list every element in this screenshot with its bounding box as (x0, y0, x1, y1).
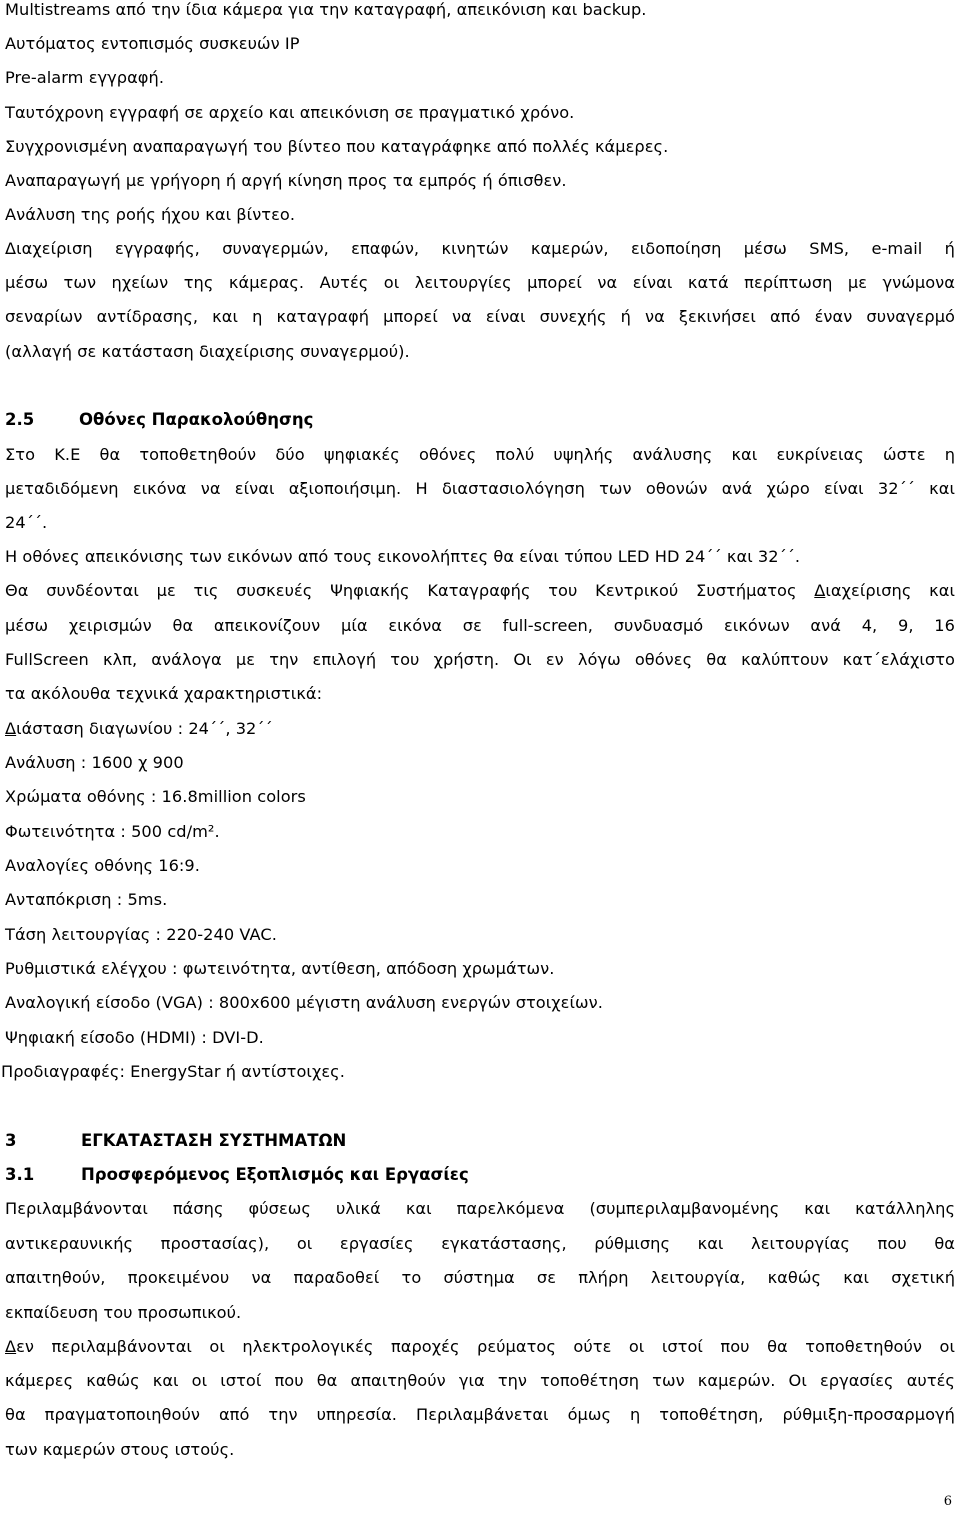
paragraph-line (5, 1330, 955, 1364)
underlined-letter: Δ (5, 719, 17, 738)
paragraph-line: Στο Κ.Ε θα τοποθετηθούν δύο ψηφιακές οθόνες πολύ υψηλής ανάλυσης και ευκρίνειας ώστε η (5, 445, 955, 464)
paragraph-line: Περιλαμβάνονται πάσης φύσεως υλικά και παρελκόμενα (συμπεριλαμβανομένης και κατάλληλης (5, 1199, 955, 1218)
paragraph-line: κάμερες καθώς και οι ιστοί που θα απαιτηθούν για την τοποθέτηση των καμερών. Οι εργασίες αυτές (5, 1371, 955, 1390)
paragraph-line: εκπαίδευση του προσωπικού. (5, 1303, 242, 1322)
paragraph-line: 24΄΄. (5, 513, 48, 532)
spec-item: Ανάλυση : 1600 χ 900 (5, 753, 184, 772)
paragraph-line: θα πραγματοποιηθούν από την υπηρεσία. Περιλαμβάνεται όμως η τοποθέτηση, ρύθμιξη-προσαρμογή (5, 1405, 955, 1424)
underlined-letter: Δ (5, 1337, 17, 1356)
paragraph-line: αντικεραυνικής προστασίας), οι εργασίες εγκατάστασης, ρύθμισης και λειτουργίας που θα (5, 1234, 955, 1253)
paragraph-line: μέσω χειρισμών θα απεικονίζουν μία εικόνα σε full-screen, συνδυασμό εικόνων ανά 4, 9, 16 (5, 616, 955, 635)
list-item: Συγχρονισμένη αναπαραγωγή του βίντεο που καταγράφηκε από πολλές κάμερες. (5, 137, 669, 156)
list-item: Ανάλυση της ροής ήχου και βίντεο. (5, 205, 296, 224)
list-item: Pre-alarm εγγραφή. (5, 68, 165, 87)
spec-item: Προδιαγραφές: EnergyStar ή αντίστοιχες. (1, 1062, 345, 1081)
paragraph-line: (αλλαγή σε κατάσταση διαχείρισης συναγερμού). (5, 342, 410, 361)
paragraph-line: απαιτηθούν, προκειμένου να παραδοθεί το σύστημα σε πλήρη λειτουργία, καθώς και σχετική (5, 1268, 955, 1287)
section-title: ΕΓΚΑΤΑΣΤΑΣΗ ΣΥΣΤΗΜΑΤΩΝ (81, 1131, 347, 1150)
list-item: Multistreams από την ίδια κάμερα για την καταγραφή, απεικόνιση και backup. (5, 0, 647, 19)
paragraph-line: μεταδιδόμενη εικόνα να είναι αξιοποιήσιμη. Η διαστασιολόγηση των οθονών ανά χώρο είναι 32΄΄ και (5, 479, 955, 498)
section-heading-2-5 (5, 403, 955, 437)
spec-item (5, 712, 955, 746)
paragraph-line: FullScreen κλπ, ανάλογα με την επιλογή του χρήστη. Οι εν λόγω οθόνες θα καλύπτουν κατ΄ελάχιστο (5, 650, 955, 669)
text-run: Θα συνδέονται με τις συσκευές Ψηφιακής Καταγραφής του Κεντρικού Συστήματος (5, 581, 815, 600)
spec-item: Ανταπόκριση : 5ms. (5, 890, 168, 909)
spec-item: Τάση λειτουργίας : 220-240 VAC. (5, 925, 277, 944)
section-heading-3-1 (5, 1158, 955, 1192)
paragraph-line: Η οθόνες απεικόνισης των εικόνων από τους εικονολήπτες θα είναι τύπου LED HD 24΄΄ και 32΄΄. (5, 547, 801, 566)
paragraph-line (5, 574, 955, 608)
list-item: Αυτόματος εντοπισμός συσκευών IP (5, 34, 300, 53)
spec-item: Ψηφιακή είσοδο (HDMI) : DVI-D. (5, 1028, 264, 1047)
underlined-letter: Δ (814, 581, 826, 600)
spec-item: Ρυθμιστικά ελέγχου : φωτεινότητα, αντίθεση, απόδοση χρωμάτων. (5, 959, 555, 978)
page-number: 6 (943, 1494, 952, 1509)
spec-item: Χρώματα οθόνης : 16.8million colors (5, 787, 306, 806)
text-run: εν περιλαμβάνονται οι ηλεκτρολογικές παροχές ρεύματος ούτε οι ιστοί που θα τοποθετηθούν οι (16, 1337, 955, 1356)
paragraph-line: τα ακόλουθα τεχνικά χαρακτηριστικά: (5, 684, 323, 703)
paragraph-line: μέσω των ηχείων της κάμερας. Αυτές οι λειτουργίες μπορεί να είναι κατά περίπτωση με γνώμονα (5, 273, 955, 292)
text-run: ιαχείρισης και (825, 581, 955, 600)
paragraph-line: των καμερών στους ιστούς. (5, 1440, 235, 1459)
text-run: ιάσταση διαγωνίου : 24΄΄, 32΄΄ (16, 719, 273, 738)
section-title: Προσφερόμενος Εξοπλισμός και Εργασίες (81, 1165, 469, 1184)
spec-item: Φωτεινότητα : 500 cd/m². (5, 822, 220, 841)
section-number: 3 (5, 1131, 17, 1150)
spec-item: Αναλογική είσοδο (VGA) : 800x600 μέγιστη ανάλυση ενεργών στοιχείων. (5, 993, 603, 1012)
spec-item: Αναλογίες οθόνης 16:9. (5, 856, 200, 875)
list-item: Αναπαραγωγή με γρήγορη ή αργή κίνηση προς τα εμπρός ή όπισθεν. (5, 171, 567, 190)
paragraph-line: Διαχείριση εγγραφής, συναγερμών, επαφών, κινητών καμερών, ειδοποίηση μέσω SMS, e-mail ή (5, 239, 955, 258)
paragraph-line: σεναρίων αντίδρασης, και η καταγραφή μπορεί να είναι συνεχής ή να ξεκινήσει από έναν συναγερμό (5, 307, 955, 326)
section-heading-3 (5, 1124, 955, 1158)
list-item: Ταυτόχρονη εγγραφή σε αρχείο και απεικόνιση σε πραγματικό χρόνο. (5, 103, 575, 122)
section-title: Οθόνες Παρακολούθησης (79, 410, 314, 429)
section-number: 2.5 (5, 410, 35, 429)
section-number: 3.1 (5, 1165, 35, 1184)
